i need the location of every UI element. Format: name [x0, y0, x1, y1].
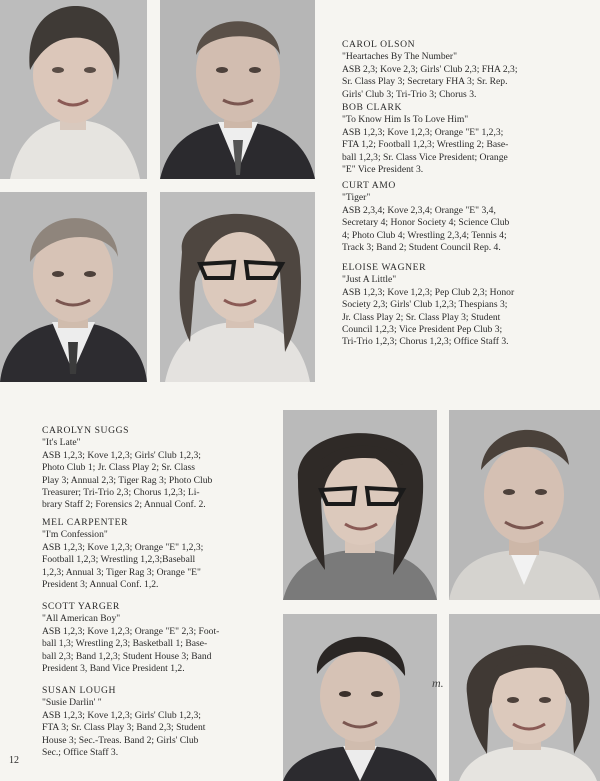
activity-line: Secretary 4; Honor Society 4; Science Club	[342, 217, 510, 229]
student-name: CURT AMO	[342, 180, 396, 191]
activity-line: Tri-Trio 1,2,3; Chorus 1,2,3; Office Staff 3.	[342, 336, 509, 348]
student-quote: "Susie Darlin' "	[42, 697, 102, 709]
portrait-eloise-wagner	[160, 192, 315, 382]
student-quote: "Heartaches By The Number"	[342, 51, 458, 63]
portrait-carol-olson	[0, 0, 147, 179]
portrait-mel-carpenter	[449, 410, 600, 600]
activity-line: Treasurer; Tri-Trio 2,3; Chorus 1,2,3; Li-	[42, 487, 200, 499]
activity-line: FTA 3; Sr. Class Play 3; Band 2,3; Student	[42, 722, 206, 734]
activity-line: House 3; Sec.-Treas. Band 2; Girls' Club	[42, 734, 199, 746]
student-name: BOB CLARK	[342, 102, 403, 113]
bio-carol-olson	[342, 39, 518, 101]
activity-line: 1,2,3; Annual 3; Tiger Rag 3; Orange "E"	[42, 566, 201, 578]
student-quote: "Tiger"	[342, 192, 371, 204]
student-quote: "It's Late"	[42, 437, 81, 449]
activity-line: ball 1,2,3; Sr. Class Vice President; Orange	[342, 151, 508, 163]
activity-line: Play 3; Annual 2,3; Tiger Rag 3; Photo Club	[42, 474, 213, 486]
activity-line: Sec.; Office Staff 3.	[42, 747, 119, 759]
activity-line: ASB 2,3,4; Kove 2,3,4; Orange "E" 3,4,	[342, 204, 496, 216]
student-name: ELOISE WAGNER	[342, 262, 427, 273]
activity-line: Council 1,2,3; Vice President Pep Club 3;	[342, 324, 503, 336]
activity-line: ASB 1,2,3; Kove 1,2,3; Orange "E" 1,2,3;	[342, 126, 504, 138]
student-quote: "I'm Confession"	[42, 529, 108, 541]
activity-line: President 3, Band Vice President 1,2.	[42, 663, 185, 675]
activity-line: ASB 2,3; Kove 2,3; Girls' Club 2,3; FHA 2,3;	[342, 63, 518, 75]
student-name: SUSAN LOUGH	[42, 685, 117, 696]
activity-line: ASB 1,2,3; Kove 1,2,3; Girls' Club 1,2,3;	[42, 709, 201, 721]
bio-bob-clark	[342, 102, 508, 176]
activity-line: Photo Club 1; Jr. Class Play 2; Sr. Class	[42, 462, 195, 474]
bio-mel-carpenter	[42, 517, 203, 591]
activity-line: Track 3; Band 2; Student Council Rep. 4.	[342, 242, 501, 254]
student-name: CAROL OLSON	[342, 39, 416, 50]
bio-susan-lough	[42, 685, 205, 759]
portrait-curt-amo	[0, 192, 147, 382]
activity-line: ball 2,3; Band 1,2,3; Student House 3; Band	[42, 650, 212, 662]
activity-line: ASB 1,2,3; Kove 1,2,3; Girls' Club 1,2,3;	[42, 449, 201, 461]
student-name: SCOTT YARGER	[42, 601, 120, 612]
activity-line: Society 2,3; Girls' Club 1,2,3; Thespians 3;	[342, 299, 508, 311]
activity-line: ASB 1,2,3; Kove 1,2,3; Orange "E" 1,2,3;	[42, 541, 204, 553]
activity-line: Jr. Class Play 2; Sr. Class Play 3; Student	[342, 311, 501, 323]
activity-line: brary Staff 2; Forensics 2; Annual Conf. 2.	[42, 499, 206, 511]
bio-eloise-wagner	[342, 262, 514, 349]
activity-line: Girls' Club 3; Tri-Trio 3; Chorus 3.	[342, 88, 477, 100]
activity-line: President 3; Annual Conf. 1,2.	[42, 579, 159, 591]
activity-line: ball 1,3; Wrestling 2,3; Basketball 1; Base-	[42, 638, 208, 650]
activity-line: ASB 1,2,3; Kove 1,2,3; Pep Club 2,3; Honor	[342, 286, 515, 298]
bio-curt-amo	[342, 180, 509, 254]
activity-line: "E" Vice President 3.	[342, 164, 424, 176]
page-number: 12	[9, 755, 19, 766]
activity-line: 4; Photo Club 4; Wrestling 2,3,4; Tennis 4;	[342, 229, 507, 241]
activity-line: Sr. Class Play 3; Secretary FHA 3; Sr. Rep.	[342, 76, 508, 88]
student-name: CAROLYN SUGGS	[42, 425, 130, 436]
activity-line: Football 1,2,3; Wrestling 1,2,3;Baseball	[42, 554, 196, 566]
handwritten-mark: m.	[432, 676, 444, 690]
student-quote: "To Know Him Is To Love Him"	[342, 114, 469, 126]
student-quote: "Just A Little"	[342, 274, 397, 286]
portrait-susan-lough	[449, 614, 600, 781]
portrait-carolyn-suggs	[283, 410, 437, 600]
activity-line: FTA 1,2; Football 1,2,3; Wrestling 2; Base-	[342, 139, 509, 151]
activity-line: ASB 1,2,3; Kove 1,2,3; Orange "E" 2,3; Foot-	[42, 625, 220, 637]
bio-carolyn-suggs	[42, 425, 212, 512]
student-quote: "All American Boy"	[42, 613, 121, 625]
portrait-scott-yarger	[283, 614, 437, 781]
bio-scott-yarger	[42, 601, 219, 675]
student-name: MEL CARPENTER	[42, 517, 129, 528]
portrait-bob-clark	[160, 0, 315, 179]
